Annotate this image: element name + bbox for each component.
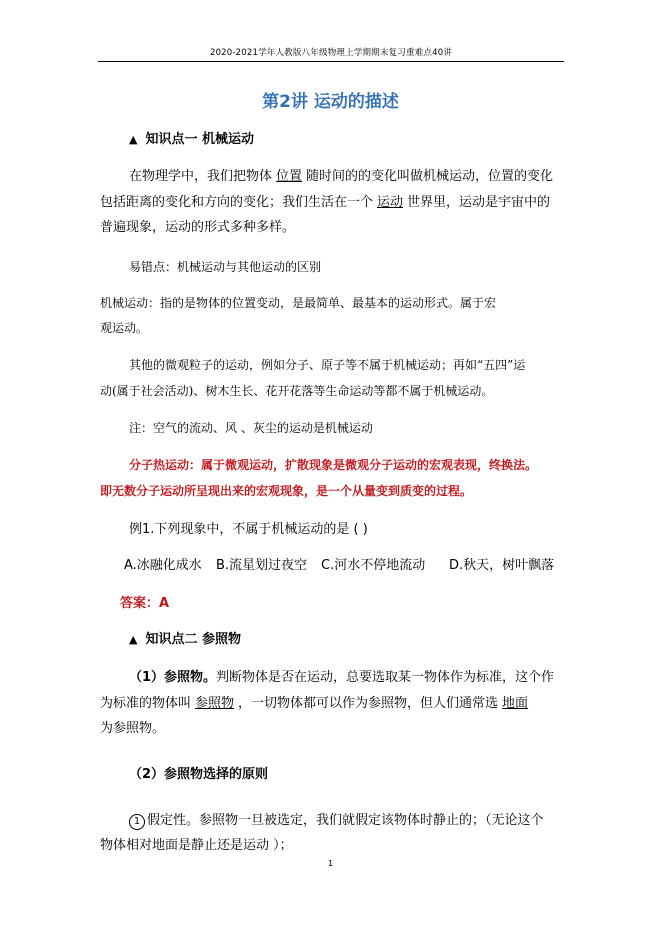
other-motion-line-1: 其他的微观粒子的运动，例如分子、原子等不属于机械运动；再如“五四”运: [129, 358, 526, 372]
page-header: 2020-2021学年人教版八年级物理上学期期末复习重难点40讲: [209, 48, 453, 58]
option-c: C.河水不停地流动: [321, 558, 426, 573]
reference-object-line-2: [100, 696, 532, 712]
option-b: B.流星划过夜空: [216, 558, 308, 573]
text-segment: 为标准的物体叫: [100, 696, 192, 711]
knowledge-point-2-heading: [129, 632, 241, 648]
selection-principle-heading: （2）参照物选择的原则: [129, 767, 269, 782]
text-segment: ，一切物体都可以作为参照物，但人们通常选: [238, 696, 499, 711]
hypothetical-line-2: 物体相对地面是静止还是运动 ）；: [100, 838, 293, 853]
other-motion-line-2: 动(属于社会活动)、树木生长、花开花落等生命运动等都不属于机械运动。: [100, 384, 494, 398]
circled-number-one-icon: 1: [129, 814, 145, 830]
blank-answer-reference: 参照物: [195, 696, 235, 711]
molecular-motion-line-1: 分子热运动：属于微观运动，扩散现象是微观分子运动的宏观表现，终换法。: [129, 458, 538, 472]
error-prone-point: 易错点：机械运动与其他运动的区别: [129, 260, 322, 274]
option-d: D.秋天，树叶飘落: [449, 558, 555, 573]
mechanical-motion-def-line-2: 观运动。: [100, 321, 149, 335]
blank-answer-motion: 运动: [377, 195, 404, 210]
paragraph-1-line-1: [129, 169, 553, 185]
reference-object-label: （1）参照物。: [129, 670, 217, 685]
blank-answer-position: 位置: [276, 169, 303, 184]
triangle-icon: ▲: [129, 633, 138, 646]
reference-object-line-1: [129, 670, 554, 686]
knowledge-point-2-label: 知识点二 参照物: [145, 632, 241, 647]
molecular-motion-line-2: 即无数分子运动所呈现出来的宏观现象，是一个从量变到质变的过程。: [100, 484, 473, 498]
page-number: 1: [327, 859, 334, 868]
note-line: 注：空气的流动、风 、灰尘的运动是机械运动: [129, 421, 373, 435]
knowledge-point-1-label: 知识点一 机械运动: [145, 132, 254, 147]
text-segment: 判断物体是否在运动，总要选取某一物体作为标准，这个作: [216, 670, 555, 685]
header-divider: [98, 61, 564, 62]
paragraph-1-line-2: [100, 195, 550, 211]
text-segment: 包括距离的变化和方向的变化；我们生活在一个: [100, 195, 374, 210]
reference-object-line-3: 为参照物。: [100, 721, 166, 736]
knowledge-point-1-heading: [129, 132, 254, 148]
triangle-icon: ▲: [129, 133, 138, 146]
blank-answer-ground: 地面: [502, 696, 529, 711]
mechanical-motion-def-line-1: 机械运动：指的是物体的位置变动，是最简单、最基本的运动形式。属于宏: [100, 296, 497, 310]
lecture-title: 第2讲 运动的描述: [262, 92, 399, 112]
example-1-stem: 例1.下列现象中，不属于机械运动的是 ( ): [129, 522, 368, 537]
paragraph-1-line-3: 普遍现象，运动的形式多种多样。: [100, 220, 296, 235]
text-segment: 世界里，运动是宇宙中的: [407, 195, 551, 210]
answer-label: 答案：A: [120, 596, 170, 611]
text-segment: 在物理学中，我们把物体: [129, 169, 273, 184]
option-a: A.冰融化成水: [124, 558, 202, 573]
text-segment: 假定性。参照物一旦被选定，我们就假定该物体时静止的；（无论这个: [147, 813, 544, 828]
hypothetical-line-1: [129, 813, 544, 830]
text-segment: 随时间的的变化叫做机械运动，位置的变化: [306, 169, 554, 184]
